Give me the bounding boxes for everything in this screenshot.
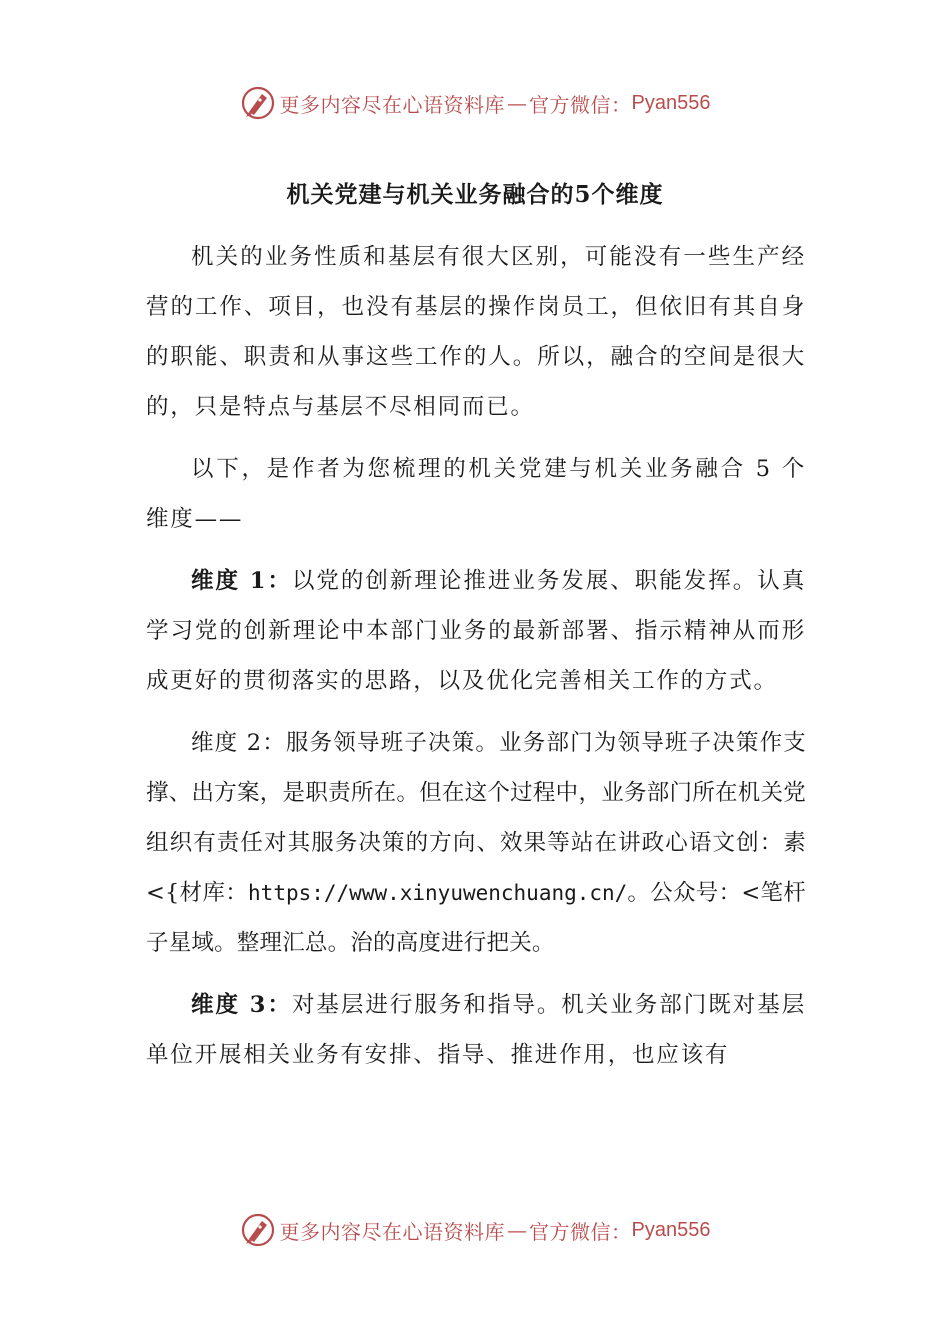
dimension-2-label: 维度 2： <box>191 730 286 756</box>
header-watermark-banner <box>0 81 950 125</box>
banner-dash: — <box>507 1218 528 1242</box>
document-body <box>146 232 806 1092</box>
pen-nib-seal-icon <box>240 85 276 121</box>
banner-wechat-id: Pyan556 <box>631 1218 711 1241</box>
banner-wechat-label: 官方微信： <box>529 92 632 117</box>
dimension-2-url: https://www.xinyuwenchuang.cn/ <box>248 881 628 905</box>
document-title: 机关党建与机关业务融合的5个维度 <box>286 181 664 208</box>
banner-dash: — <box>507 91 528 115</box>
banner-text: 更多内容尽在心语资料库 <box>279 92 506 117</box>
dimension-3-label: 维度 3： <box>191 992 292 1018</box>
dimension-1-text: 以党的创新理论推进业务发展、职能发挥。认真学习党的创新理论中本部门业务的最新部署、指示精神从而形成更好的贯彻落实的思路，以及优化完善相关工作的方式。 <box>146 568 806 694</box>
dimension-1-label: 维度 1： <box>191 568 292 594</box>
paragraph-dimension-2 <box>146 718 806 968</box>
dimension-2-text-b: 。公众号：<笔杆子星域。整理汇总。治的高度进行把关。 <box>146 880 806 956</box>
footer-watermark-banner <box>0 1208 950 1252</box>
paragraph-lead: 以下，是作者为您梳理的机关党建与机关业务融合 5 个维度—— <box>146 456 806 532</box>
paragraph-dimension-1 <box>146 556 806 706</box>
banner-text: 更多内容尽在心语资料库 <box>279 1219 506 1244</box>
pen-nib-seal-icon <box>240 1212 276 1248</box>
banner-wechat-id: Pyan556 <box>631 91 711 114</box>
paragraph-intro: 机关的业务性质和基层有很大区别，可能没有一些生产经营的工作、项目，也没有基层的操作岗员工，但依旧有其自身的职能、职责和从事这些工作的人。所以，融合的空间是很大的，只是特点与基层不尽相同而已。 <box>146 244 806 420</box>
paragraph-dimension-3 <box>146 980 806 1080</box>
banner-wechat-label: 官方微信： <box>529 1219 632 1244</box>
dimension-2-text-a: 服务领导班子决策。业务部门为领导班子决策作支撑、出方案，是职责所在。但在这个过程中，业务部门所在机关党组织有责任对其服务决策的方向、效果等站在讲政心语文创：素<{材库： <box>146 730 807 906</box>
dimension-3-text: 对基层进行服务和指导。机关业务部门既对基层单位开展相关业务有安排、指导、推进作用，也应该有 <box>146 992 806 1068</box>
